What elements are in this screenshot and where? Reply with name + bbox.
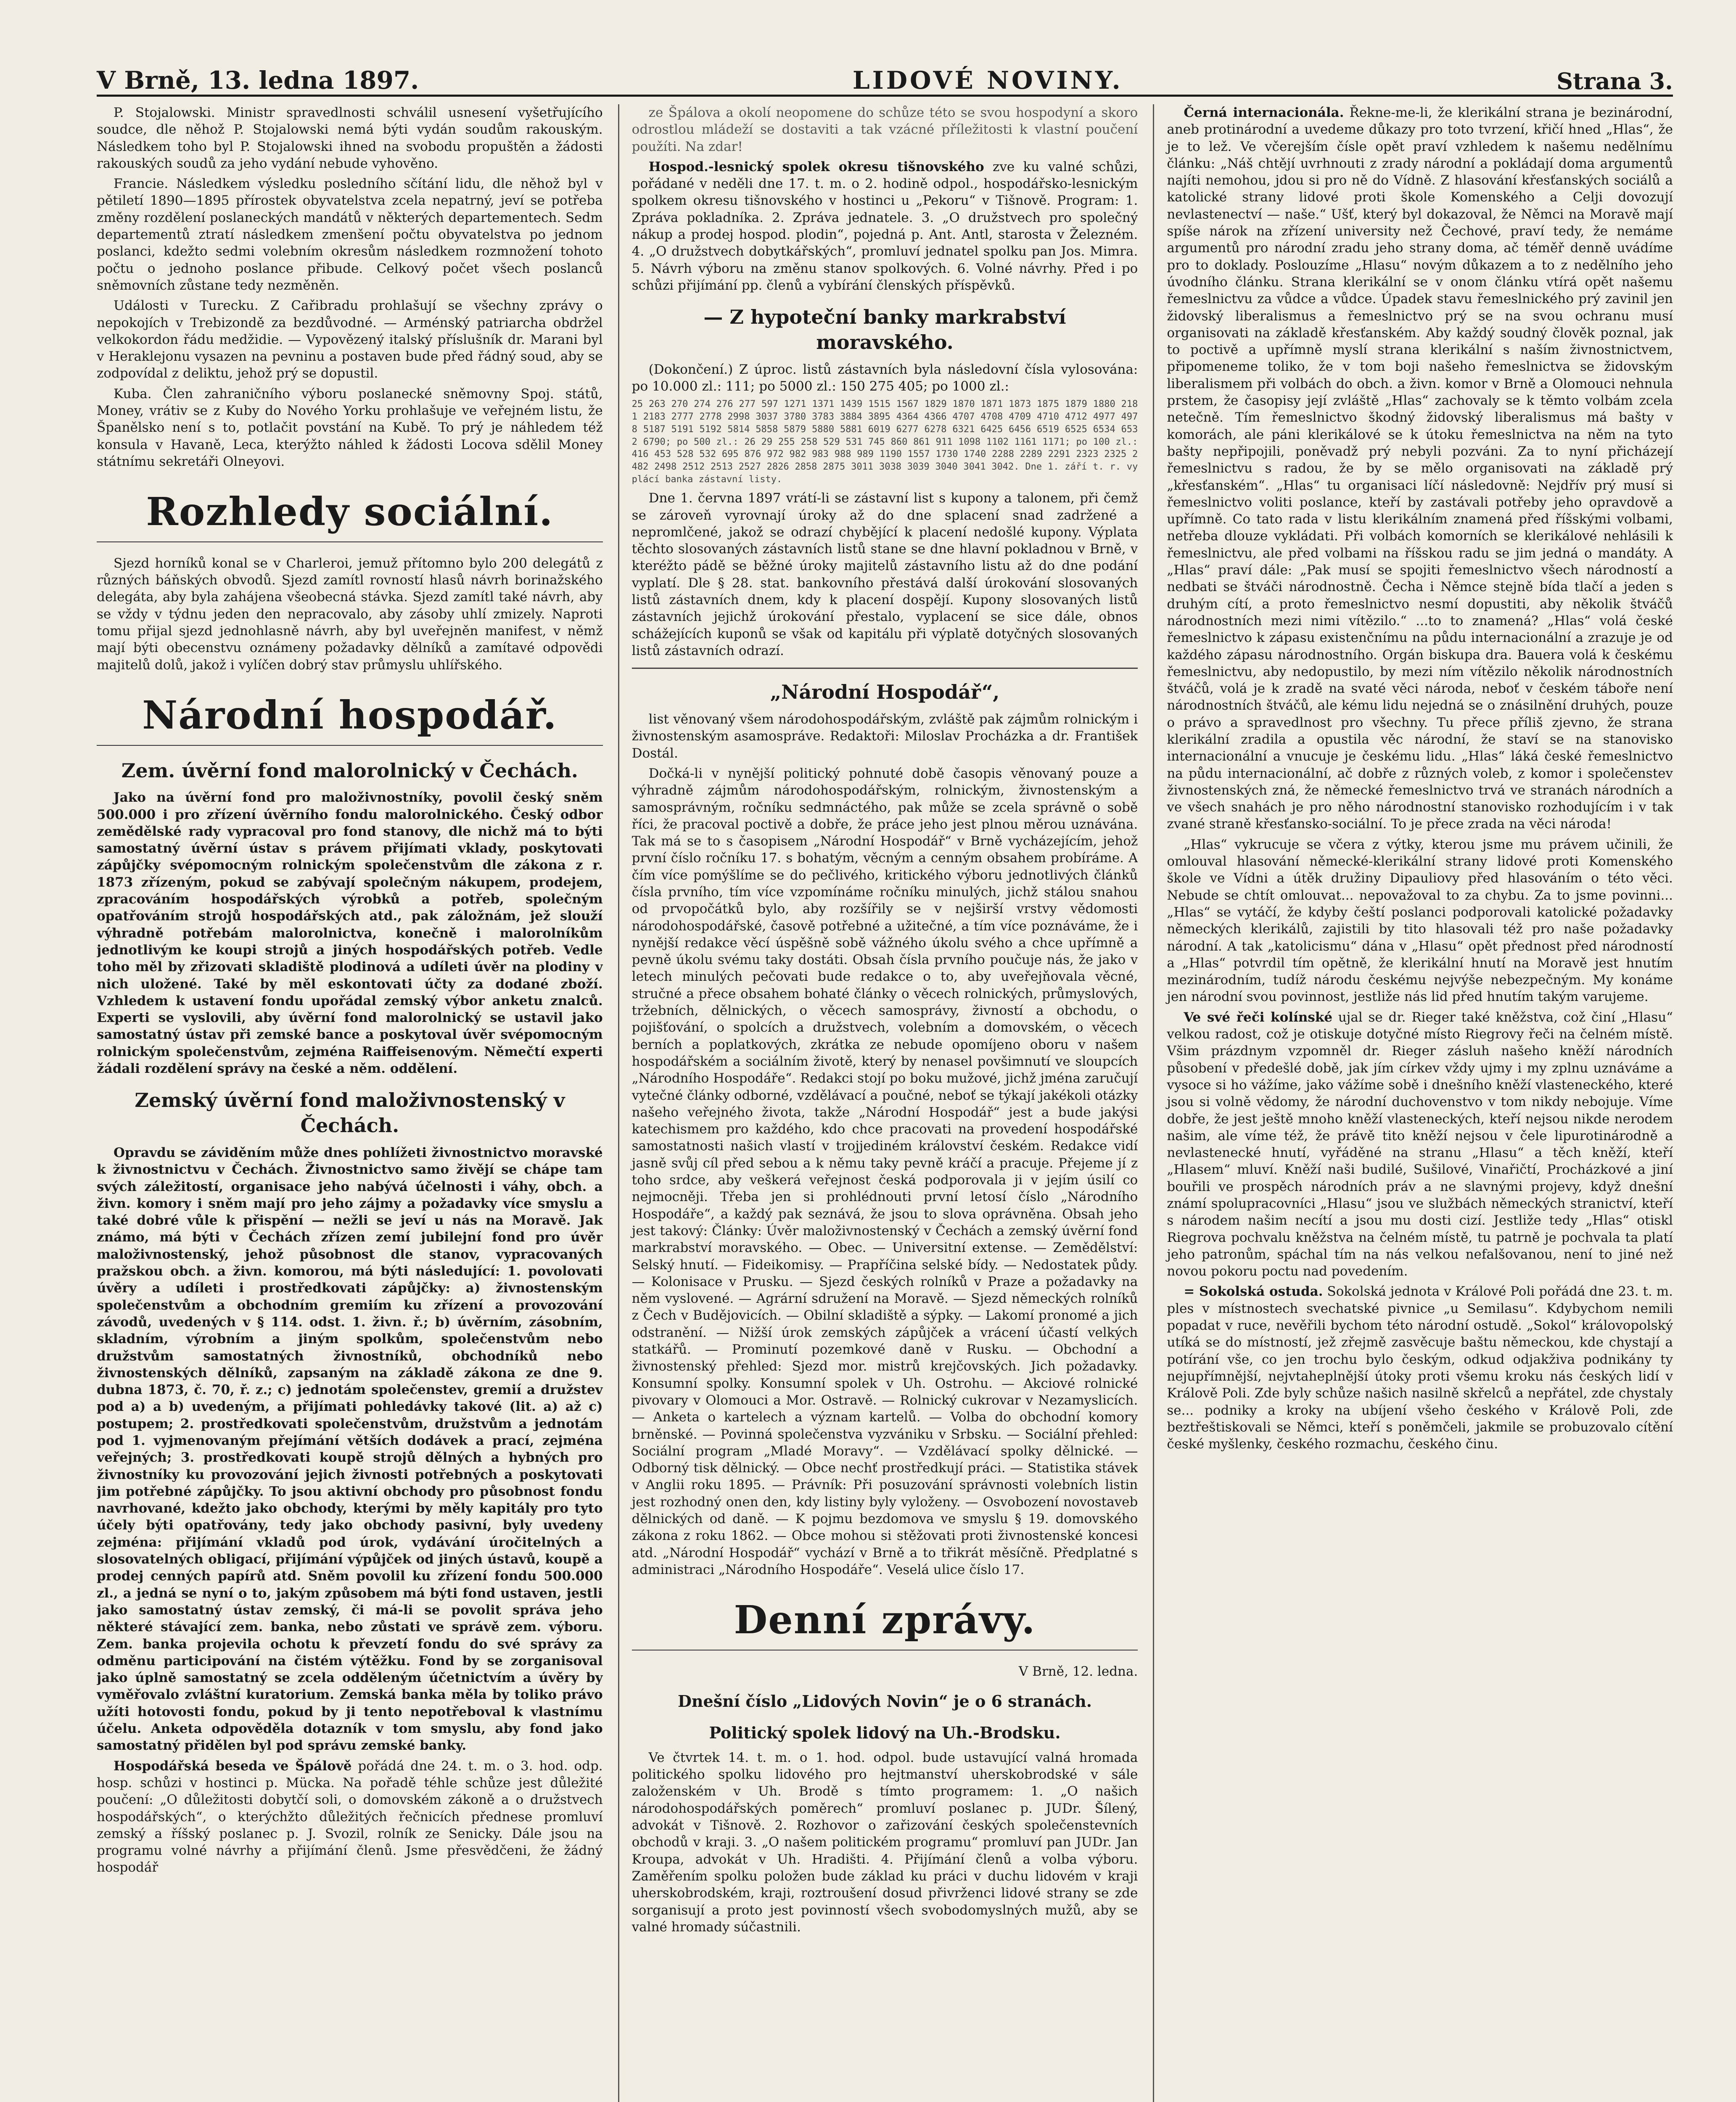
denni-dateline: V Brně, 12. ledna. [1018,1664,1138,1679]
article-narodni-hospodar-intro: list věnovaný všem národohospodářským, zvláště pak zájmům rolnickým i živnostenským asamospráve. Redaktoři: Miloslav Procházka a dr. František Dostál. [632,712,1138,761]
article-cerna-internacionala: Řekne-me-li, že klerikální strana je bezinárodní, aneb protinárodní a uvedeme důkazy pro toto tvrzení, křičí hned „Hlas“, že je to lež. Ve včerejším čísle opět praví vzhledem k našemu nedělnímu článku: „Náš chtějí uvrhnouti z zrady národní a pokládají doma argumentů najíti nemohou, jdou si pro ně do Vídně. Z hlasování křesťanských sociálů a katolické strany lidové proti škole Komenského a Celji dovozují nevlastenectví — naše.“ Ušť, který byl dokazoval, že Němci na Moravě mají spíše nárok na zřízení university než Čechové, praví tedy, že nemáme argumentů pro národní zradu jeho strany doma, ač téměř denně uvádíme pro to doklady. Poslouzíme „Hlasu“ novým důkazem a to z nedělního jeho úvodního článku. Strana klerikální se v onom článku vtírá opět našemu řemeslnictvu za vůdce a vůdce. Úpadek stavu řemeslnického prý zavinil jen židovský liberalismus a řemeslnictvo prý se na svou ochranu musí organisovati na základě křesťanském. Aby každý soudný člověk poznal, jak to poctivě a upřímně myslí strana klerikální s naším živnostnictvem, připomeneme toliko, že v tom boji našeho řemeslnictva se židovským liberalismem při volbách do obch. a živn. komor v Brně a Olomouci nehnula prstem, že časopisy její zvláště „Hlas“ zachovaly se k těmto volbám zcela netečně. Tím řemeslnictvo škodný židovský liberalismus má bašty v komorách, ale páni klerikálové se k útoku řemeslnictva na něm na tyto bašty nepřipojili, poněvadž prý nebyli pozváni. Za to nyní přicházejí řemeslnictvu s radou, že by se mělo organisovati na základě prý „křesťanském“. „Hlas“ tu organisaci líčí následovně: Nejdřív prý musí si řemeslnictvo voliti poslance, kteří by zastávali potřeby jeho opravdově a upřímně. Co tato rada v listu klerikálním znamená před říšskými volbami, netřeba dlouze vykládati. Při volbách komorních se klerikálové nehlásili k řemeslnictvu, ale před volbami na říšskou radu se jim jedná o mandáty. A „Hlas“ praví dále: „Pak musí se spojiti řemeslnictvo všech národností a nedbati se štváči národnostně. Čecha i Němce stejně bída tlačí a jeden s druhým cítí, a proto řemeslnictvo nesmí dopustiti, aby několik štváčů národnostních mezi nimi vítězilo.“ ...to to znamená? „Hlas“ volá české řemeslnictvo k zápasu existenčnímu na půdu internacionální a zrazuje je od každého zápasu národnostního. Orgán biskupa dra. Bauera volá k českému řemeslnictvu, aby nedopustilo, by mezi ním vítězilo několik národnostních štváčů, volá je k zradě na svaté věci národa, neboť v českém táboře není národnostních štváčů, ale kému lidu nejedná se o znásilnění druhých, pouze o právo a spravedlnost pro všechny. Tu přece příliš zjevno, že strana klerikální zradila a opustila věc národní, že staví se na stanovisko internacionální a vnucuje je českému lidu. „Hlas“ láká české řemeslnictvo na půdu internacionální, ač dobře z různých voleb, z komor i společenstev živnostenských zná, že německé řemeslnictvo trvá ve stranách národních a ve všech snahách je pro něho národnostní stanovisko rozhodujícím i v tak zvané straně křesťansko-sociální. To je přece zrada na věci národa! [1167,105,1673,832]
issue-date: V Brně, 13. ledna 1897. [97,66,419,95]
subtitle-politicky-spolek: Politický spolek lidový na Uh.-Brodsku. [709,1723,1061,1743]
heading-spalove: Hospodářská beseda ve Špálově [114,1758,352,1774]
subtitle-zemsky-fond: Zemský úvěrní fond maloživnostenský v Čechách. [135,1089,565,1137]
heading-sokolska-ostuda: = Sokolská ostuda. [1184,1284,1323,1299]
article-francie: Francie. Následkem výsledku posledního sčítání lidu, dle něhož byl v pětiletí 1890—1895 přírostek obyvatelstva zcela nepatrný, jeví se potřeba změny rozdělení poslaneckých mandátů v některých departementech. Sedm departementů ztratí následkem zmenšení počtu obyvatelstva po jednom poslanci, kdežto sedmi volebním okresům následkem rozmnožení tohoto počtu o jednoho poslance přibude. Celkový počet všech poslanců sněmovních zůstane tedy nezměněn. [97,176,603,293]
article-rieger: ujal se dr. Rieger také kněžstva, což činí „Hlasu“ velkou radost, což je otiskuje dotyčné místo Riegrovy řeči na čelném místě. Všim prázdnym vzpomněl dr. Rieger zásluh našeho kněží národních působení v předešlé době, jak jím církev vždy ujmy i my zplnu uznáváme a vysoce si ho vážíme, jako vážíme sobě i dnešního kněží vlasteneckého, které jsou si volně vědomy, že národní duchovenstvo v tom nikdy nebojuje. Víme dobře, že jest ještě mnoho kněží vlasteneckých, kteří nejsou nikde nerodem našim, ale víme též, že právě tito kněží nejsou v čele lipurotinárodně a nevlastenecké hnutí, vyřáděné na stranu „Hlasu“ a těch kněží, kteří „Hlasem“ mluví. Kněží naši budilé, Sušilové, Vinařičtí, Procházkové a jiní bouřili ve prospěch národních práv a ne slavnými projevy, když dnešní známí spolupracovníci „Hlasu“ jsou ve službách německých stranictví, kteří s národem našim necítí a jsou mu dosti cizí. Jestliže tedy „Hlas“ otiskl Riegrova pochvalu kněžstva na čelném místě, tu patrně je pochvala ta platí jeho patronům, spáchal tím na nás velkou nefalšovanou, není to jiné než novou pokoru poctu nad povedením. [1167,1009,1673,1279]
page-header [97,55,1673,97]
article-hypotecni-text: Dne 1. června 1897 vrátí-li se zástavní list s kupony a talonem, při čemž se zároveň vyrovnají úroky až do dne splacení snad zadržené a nepromlčené, jakož se odrazí chybějící k placení nedošlé kupony. Výplata těchto slosovaných zástavních listů stane se dne hlavní pokladnou v Brně, v kteréžto pádě se běžné úroky majitelů zástavního listu až do dne podání vyplatí. Dle § 28. stat. bankovního přestává další úrokování slosovaných listů zástavních dnem, kdy k placení dospějí. Kupony slosovaných listů zástavních jejichž úrokování přestalo, vyplacení se sice dále, obnos schážejících kuponů se však od kapitálu při výplatě dotyčných slosovaných listů zástavních odrazí. [632,491,1138,658]
article-hospod-lesnicky: zve ku valné schůzi, pořádané v neděli dne 17. t. m. o 2. hodině odpol., hospodářsko-lesnickým spolkem okresu tišnovského v hostinci u „Pekoru“ v Tišnově. Program: 1. Zpráva pokladníka. 2. Zpráva jednatele. 3. „O družstvech pro společný nákup a prodej hospod. plodin“, pojedná p. Ant. Antl, starosta v Železném. 4. „O družstvech dobytkářských“, promluví jednatel spolku pan Jos. Mimra. 5. Návrh výboru na změnu stanov spolkových. 6. Volné návrhy. Před i po schůzi přijímání pp. členů a vybírání členských příspěvků. [632,159,1138,293]
hypotecni-drawn-numbers: 25 263 270 274 276 277 597 1271 1371 1439 1515 1567 1829 1870 1871 1873 1875 1879 1880 2181 2183 2777 2778 2998 3037 3780 3783 3884 3895 4364 4366 4707 4708 4709 4710 4712 4977 4978 5187 5191 5192 5814 5858 5879 5880 5881 6019 6277 6278 6321 6425 6456 6519 6525 6534 6532 6790; po 500 zl.: 26 29 255 258 529 531 745 860 861 911 1098 1102 1161 1171; po 100 zl.: 416 453 528 532 695 876 972 982 983 988 989 1190 1557 1730 1740 2288 2289 2291 2323 2325 2482 2498 2512 2513 2527 2826 2858 2875 3011 3038 3039 3040 3041 3042. Dne 1. září t. r. vyplácí banka zástavní listy. [632,399,1138,485]
denni-headline: Dnešní číslo „Lidových Novin“ je o 6 stranách. [677,1692,1092,1711]
article-hypotecni-intro: (Dokončení.) Z úproc. listů zástavních byla následovní čísla vylosována: po 10.000 zl.: 111; po 5000 zl.: 150 275 405; po 1000 zl.: [632,362,1138,394]
section-title-denni-zpravy: Denní zprávy. [632,1595,1138,1650]
article-zem-fond: Jako na úvěrní fond pro maloživnostníky, povolil český sněm 500.000 i pro zřízení úvěrního fondu malorolnického. Český odbor zemědělské rady vypracoval pro fond stanovy, dle nichž má to býti samostatný úvěrní ústav s právem přijímati vklady, poskytovati zápůjčky svépomocným rolnickým společenstvům dle zákona z r. 1873 zřízeným, pokud se zabývají společným nákupem, prodejem, zpracováním hospodářských výrobků a potřeb, společným opatřováním strojů hospodářských atd., pak záložnám, jež slouží výhradně potřebám malorolnictva, konečně i malorolníkům jednotlivým ke koupi strojů a jiných hospodářských potřeb. Vedle toho měl by zřizovati skladiště plodinová a udíleti úvěr na plodiny v nich uložené. Také by měl eskontovati účty za dodané zboží. Vzhledem k ustavení fondu upořádal zemský výbor anketu znalců. Experti se vyslovili, aby úvěrní fond malorolnický se ustavil jako samostatný ústav při zemské bance a poskytoval úvěr svépomocným rolnickým společenstvům, zejména Raiffeisenovým. Němečtí experti žádali rozdělení správy na české a něm. oddělení. [97,790,603,1077]
article-kuba: Kuba. Člen zahraničního výboru poslanecké sněmovny Spoj. států, Money, vrátiv se z Kuby do Nového Yorku prohlašuje ve veřejném listu, že Španělsko není s to, potlačit povstání na Kubě. To prý je náhledem též konsula v Havaně, Leca, kterýžto náhled k žádosti Locova sdělil Money státnímu sekretáři Olneyovi. [97,386,603,469]
article-horniku: Sjezd horníků konal se v Charleroi, jemuž přítomno bylo 200 delegátů z různých báňských obvodů. Sjezd zamítl rovností hlasů návrh borinažského delegáta, aby byla zahájena všeobecná stávka. Sjezd zamítl také návrh, aby se vždy v týdnu jeden den nepracovalo, aby zásoby uhlí zmizely. Naproti tomu přijal sjezd jednohlasně návrh, aby byl uveřejněn manifest, v němž mají býti obecenstvu oznámeny požadavky dělníků a zamítavé odpovědi majitelů dolů, jakož i vylíčen dobrý stav průmyslu uhlířského. [97,555,603,673]
masthead: LIDOVÉ NOVINY. [852,66,1123,95]
article-narodni-hospodar-review: Dočká-li v nynější politický pohnuté době časopis věnovaný pouze a výhradně zájmům národohospodářským, rolnickým, živnostenským a samosprávným, ročníku sedmnáctého, pak může se zcela správně o sobě říci, že pracoval poctivě a dobře, že práce jeho jest plnou měrou uznávána. Tak má se to s časopisem „Národní Hospodář“ v Brně vycházejícím, jehož první číslo ročníku 17. s bohatým, věcným a cenným obsahem probíráme. A čím více pomýšlíme se do pečlivého, kritického výboru jednotlivých článků čísla prvního, tím více vzpomínáme ročníku minulých, jichž stálou snahou od prvopočátků bylo, aby rozšířily se v nejširší vrstvy vědomosti národohospodářské, časově potřebné a užitečné, a tím více poznáváme, že i nynější redakce věcí úspěšně sobě vážného úkolu svého a chce upřímně a pevně úkolu svému taky dostáti. Obsah čísla prvního poučuje nás, že jako v letech minulých pečovati bude redakce o to, aby uveřejňovala věcné, stručné a přece obsahem bohaté články o věcech rolnických, průmyslových, tržebních, dělnických, o věcech samosprávy, živností a obchodu, o pojišťování, o spolcích a družstvech, volebním a domovském, o věcech berních a poplatkových, zkrátka ze nebude opomíjeno oboru v našem hospodářském a sociálním životě, který by nenasel povšimnutí ve sloupcích „Národního Hospodáře“. Redakci stojí po boku mužové, jichž jména zaručují vytečné články odborné, vzdělávací a poučné, neboť se týkají jakékoli otázky našeho veřejného života, takže „Národní Hospodář“ jest a bude jakýsi katechismem pro každého, kdo chce pracovati na provedení hospodářské samostatnosti našich vlastí v trojjediném království českém. Redakce vidí jasně svůj cíl před sebou a k němu taky pevně kráčí a pracuje. Přejeme jí z toho srdce, aby veškerá veřejnost česká podporovala ji v jejím úsilí co nejmocněji. Třeba jen si prohlédnouti první letosí číslo „Národního Hospodáře“, a každý pak seznává, že jsou to slova oprávněna. Obsah jeho jest takový: Články: Úvěr maloživnostenský v Čechách a zemský úvěrní fond markrabství moravského. — Obec. — Universitní extense. — Zemědělství: Selský hnutí. — Fideikomisy. — Prapříčina selské bídy. — Nedostatek půdy. — Kolonisace v Prusku. — Sjezd českých rolníků v Praze a požadavky na něm vyslovené. — Agrární sdružení na Moravě. — Sjezd německých rolníků z Čech v Budějovicích. — Obilní skladiště a sýpky. — Lakomí pronomé a jich odstranění. — Nižší úrok zemských zápůjček a vrácení účastí velkých statkářů. — Prominutí pozemkové daně v Rusku. — Obchodní a živnostenský přehled: Sjezd mor. mistrů krejčovských. Jich požadavky. Konsumní spolky. Konsumní spolek v Uh. Ostrohu. — Akciové rolnické pivovary v Olomouci a Mor. Ostravě. — Rolnický cukrovar v Nezamyslicích. — Anketa o kartelech a význam kartelů. — Volba do obchodní komory brněnské. — Povinná společenstva vyzvániku v Srbsku. — Sociální přehled: Sociální program „Mladé Moravy“. — Vzdělávací spolky dělnické. — Odborný tisk dělnický. — Obce nechť prostředkují práci. — Statistika stávek v Anglii roku 1895. — Právník: Při posuzování správnosti volebních listin jest rozhodný onen den, kdy listiny byly vyloženy. — Osvobození novostaveb dělnických od daně. — K pojmu bezdomova ve smyslu § 19. domovského zákona z roku 1862. — Obce mohou si stěžovati proti živnostenské koncesi atd. „Národní Hospodář“ vychází v Brně a to třikrát měsíčně. Předplatné s administraci „Národního Hospodáře“. Veselá ulice číslo 17. [632,766,1138,1577]
subtitle-narodni-hospodar-review: „Národní Hospodář“, [770,681,1000,704]
columns [97,104,1673,2102]
divider [632,668,1138,669]
article-turecko: Události v Turecku. Z Cařibradu prohlašují se všechny zprávy o nepokojích v Trebizondě za bezdůvodné. — Arménský patriarcha obdržel velkokordon řádu medžidie. — Vypovězený italský příslušník dr. Marani byl v Heraklejonu vysazen na pevninu a postaven bude před řádný soud, aby se zodpovídal z deliktu, jehož prý se dopustil. [97,298,603,381]
section-title-narodni-hospodar: Národní hospodář. [97,690,603,746]
column-1 [97,104,603,2102]
article-hlas: „Hlas“ vykrucuje se včera z výtky, kterou jsme mu právem učinili, že omlouval hlasování německé-klerikální strany lidové proti Komenského škole ve Vídni a útěk družiny Dipauliovy před hlasováním o této věci. Nebude se chtít omlouvat... nepovažoval to za chybu. Za to jsme povinni... „Hlas“ se vytáčí, že kdyby čeští poslanci podporovali katolické požadavky německých klerikálů, zajistili by tito hlasovali též pro naše požadavky národní. A tak „katolicismu“ dána v „Hlasu“ opět přednost před národností a „Hlas“ potvrdil tím opětně, že klerikální hnutí na Moravě jest hnutím mezinárodním, tudíž národu českému nejvýše nebezpečným. My konáme jen národní svou povinnost, jestliže nás lid před hnutím takým varujeme. [1167,837,1673,1005]
heading-cerna-internacionala: Černá internacionála. [1184,105,1344,120]
subtitle-hypotecni-banka: — Z hypoteční banky markrabství moravského. [703,306,1066,354]
article-spalove-continuation: ze Špálova a okolí neopomene do schůze této se svou hospodyní a skoro odrostlou mládeží se dostaviti a tak vzácné příležitosti k vlastní poučení použíti. Na zdar! [632,105,1138,154]
article-zemsky-fond: Opravdu se záviděním může dnes pohlížeti živnostnictvo moravské k živnostnictvu v Čechách. Živnostnictvo samo živějí se chápe tam svých záležitostí, organisace jeho nabývá účelnosti i váhy, obch. a živn. komory i sněm mají pro jeho zájmy a požadavky více smyslu a také dobré vůle k přispění — nežli se jeví u nás na Moravě. Jak známo, má býti v Čechách zřízen zemí jubilejní fond pro úvěr maloživnostenský, jehož působnost dle stanov, vypracovaných pražskou obch. a živn. komorou, má býti následující: 1. povolovati úvěry a udíleti i prostředkovati zápůjčky: a) živnostenským společenstvům a obchodním gremiím ku zřízení a provozování závodů, uvedených v § 114. odst. 1. živn. ř.; b) úvěrním, zásobním, skladním, výrobním a jiným spolkům, společenstvům nebo družstvům samostatných živnostníků, obchodníků nebo živnostenských dělníků, zapsaným na základě zákona ze dne 9. dubna 1873, č. 70, ř. z.; c) jednotám společenstev, gremií a družstev pod a) a b) uvedeným, a přijímati pohledávky takové (lit. a) až c) postupem; 2. prostředkovati společenstvům, družstvům a jednotám pod 1. vyjmenovaným přejímání větších dodávek a prací, zejména veřejných; 3. prostředkovati koupě strojů dělných a hybných pro živnostníky ku provozování jejich živnosti potřebných a poskytovati jim potřebné zápůjčky. To jsou aktivní obchody pro působnost fondu navrhované, kdežto jako obchody, kterými by měly kapitály pro tyto účely býti opatřovány, tedy jako obchody pasivní, byly uvedeny zejména: přijímání vkladů pod úrok, vydávání úročitelných a slosovatelných obligací, přijímání výpůjček od jiných ústavů, koupě a prodej cenných papírů atd. Sněm povolil ku zřízení fondu 500.000 zl., a jedná se nyní o to, jakým způsobem má býti fond ustaven, jestli jako samostatný ústav zemský, či má-li se povolit správa jeho některé stávající zem. banka, nebo zůstati ve správě zem. výboru. Zem. banka projevila ochotu k převzetí fondu do své správy za odměnu participování na čistém výtěžku. Fond by se zorganisoval jako úplně samostatný se zcela odděleným účetnictvím a úvěry by vyměřovalo zvláštní kuratorium. Zemská banka měla by toliko právo užíti hotovosti fondu, pokud by ji tento nepotřeboval k vlastnímu účelu. Anketa odpověděla dotazník v tom smyslu, aby fond jako samostatný přidělen byl pod správu zemské banky. [97,1145,603,1753]
heading-rieger: Ve své řeči kolínské [1184,1009,1333,1025]
heading-hospod-lesnicky: Hospod.-lesnický spolek okresu tišnovského [648,159,984,174]
article-sokolska-ostuda: Sokolská jednota v Králové Poli pořádá dne 23. t. m. ples v místnostech svechatské pivnice „u Semilasu“. Kdybychom nemili popadat v ruce, nevěřili bychom této národní ostudě. „Sokol“ královopolský utíká se do místností, jež zřejmě zasvěcuje baštu německou, kde chystají a potírání vše, co jen trochu bylo českým, odkud odjakživa podnikány ty nejupřímnější, nejvtaheplnější útoky proti všemu kroku nás českých lidí v Králově Poli. Zde byly schůze našich nasilně skřelců a nepřátel, zde chystaly se... podniky a kroky na ubíjení všeho českého v Králově Poli, zde beztřeštiskovali se Němci, kteří s poněmčeli, jakmile se probuzovalo cítění české myšlenky, českého rozmachu, českého činu. [1167,1284,1673,1452]
subtitle-zem-fond: Zem. úvěrní fond malorolnický v Čechách. [121,759,578,782]
article-spalove: pořádá dne 24. t. m. o 3. hod. odp. hosp. schůzi v hostinci p. Mücka. Na pořadě téhle schůze jest důležité poučení: „O důležitosti dobytčí soli, o domovském zákoně a o družstvech hospodářských“, o kterýchžto důležitých řečnicích přednese promluví zemský a říšský poslanec p. J. Svozil, rolník ze Senicky. Dále jsou na programu volné návrhy a přijímání členů. Jsme přesvědčeni, že žádný hospodář [97,1758,603,1875]
section-title-rozhledy: Rozhledy sociální. [97,487,603,542]
article-politicky-spolek: Ve čtvrtek 14. t. m. o 1. hod. odpol. bude ustavující valná hromada politického spolku lidového pro hejtmanství uherskobrodské v sále založenském v Uh. Brodě s tímto programem: 1. „O našich národohospodářských poměrech“ promluví poslanec p. JUDr. Šílený, advokát v Tišnově. 2. Rozhovor o zařizování českých společenstevních obchodů v kraji. 3. „O našem politickém programu“ promluví pan JUDr. Jan Kroupa, advokát v Uh. Hradišti. 4. Přijímání členů a volba výboru. Zaměřením spolku položen bude základ ku práci v duchu lidovém v kraji uherskobrodském, kraji, roztroušení dosud přivrženci lidové strany se zde sorganisují a proto jest povinností všech svobodomyslných mužů, aby se valné hromady súčastnili. [632,1750,1138,1935]
article-stojalowski: P. Stojalowski. Ministr spravedlnosti schválil usnesení vyšetřujícího soudce, dle něhož P. Stojalowski nemá býti vydán soudům rakouským. Následkem toho byl P. Stojalowski ihned na svobodu propuštěn a žádosti rakouských soudů za jeho vydání nebude vyhověno. [97,105,603,171]
column-3 [1153,104,1673,2102]
page-number: Strana 3. [1556,68,1673,95]
column-2 [618,104,1138,2102]
